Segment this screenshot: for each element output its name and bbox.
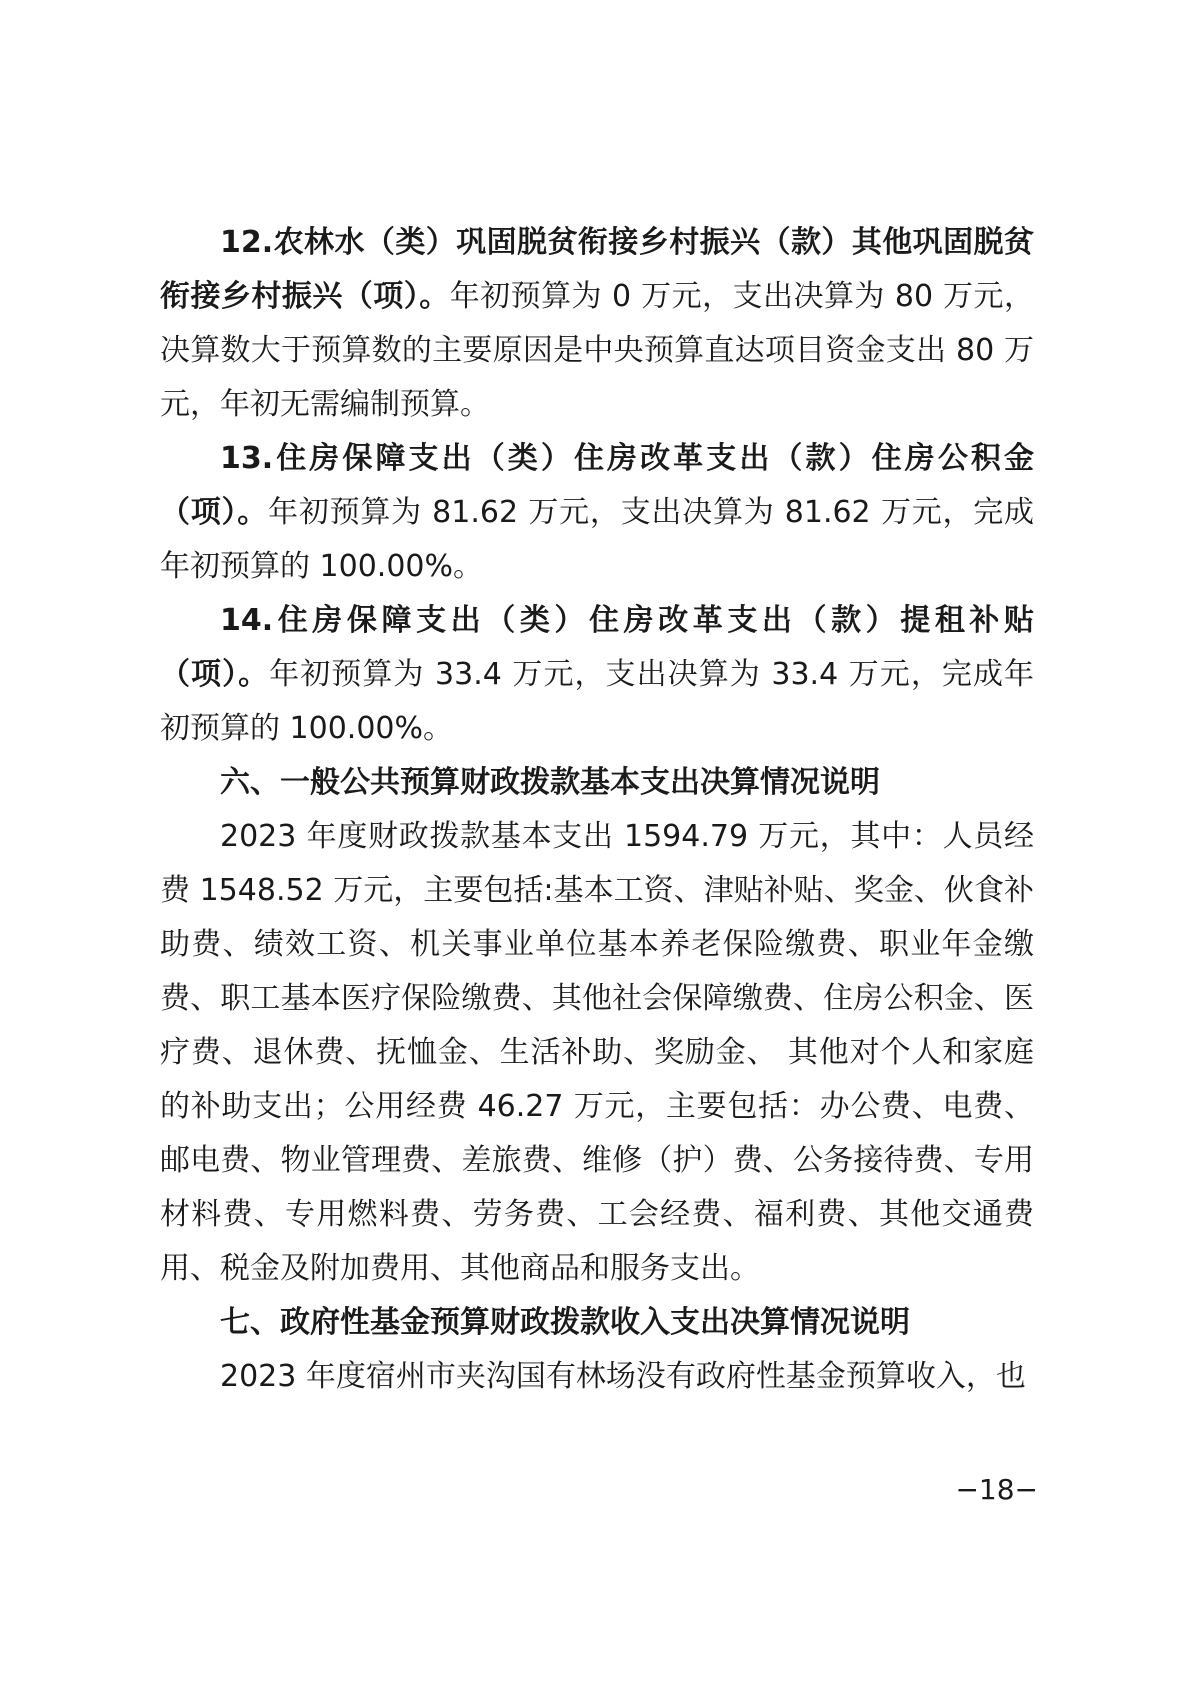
section-heading-6: 六、一般公共预算财政拨款基本支出决算情况说明 [220,765,880,800]
section-heading-7: 七、政府性基金预算财政拨款收入支出决算情况说明 [220,1305,910,1340]
paragraph-item-12 [160,216,1034,432]
item-13-title: 13.住房保障支出（类）住房改革支出（款）住房公积金（项）。 [160,441,1034,530]
item-13-text: 年初预算为 81.62 万元，支出决算为 81.62 万元，完成年初预算的 100.00%。 [160,495,1034,584]
paragraph-item-13 [160,432,1034,594]
paragraph-section-6: 2023 年度财政拨款基本支出 1594.79 万元，其中：人员经费 1548.52 万元，主要包括:基本工资、津贴补贴、奖金、伙食补助费、绩效工资、机关事业单位基本养老保险缴费、职业年金缴费、职工基本医疗保险缴费、其他社会保障缴费、住房公积金、医疗费、退休费、抚恤金、生活补助、奖励金、 其他对个人和家庭的补助支出；公用经费 46.27 万元，主要包括：办公费、电费、邮电费、物业管理费、差旅费、维修（护）费、公务接待费、专用材料费、专用燃料费、劳务费、工会经费、福利费、其他交通费用、税金及附加费用、其他商品和服务支出。 [160,819,1034,1286]
document-body [160,216,1034,1404]
item-12-title: 12.农林水（类）巩固脱贫衔接乡村振兴（款）其他巩固脱贫衔接乡村振兴（项）。 [160,225,1034,314]
page-number: −18− [955,1473,1038,1506]
paragraph-item-14 [160,594,1034,756]
item-14-text: 年初预算为 33.4 万元，支出决算为 33.4 万元，完成年初预算的 100.00%。 [160,657,1034,746]
item-14-title: 14.住房保障支出（类）住房改革支出（款）提租补贴（项）。 [160,603,1034,692]
item-12-text: 年初预算为 0 万元，支出决算为 80 万元，决算数大于预算数的主要原因是中央预算直达项目资金支出 80 万元，年初无需编制预算。 [160,279,1034,422]
paragraph-section-7: 2023 年度宿州市夹沟国有林场没有政府性基金预算收入，也 [220,1359,1026,1394]
